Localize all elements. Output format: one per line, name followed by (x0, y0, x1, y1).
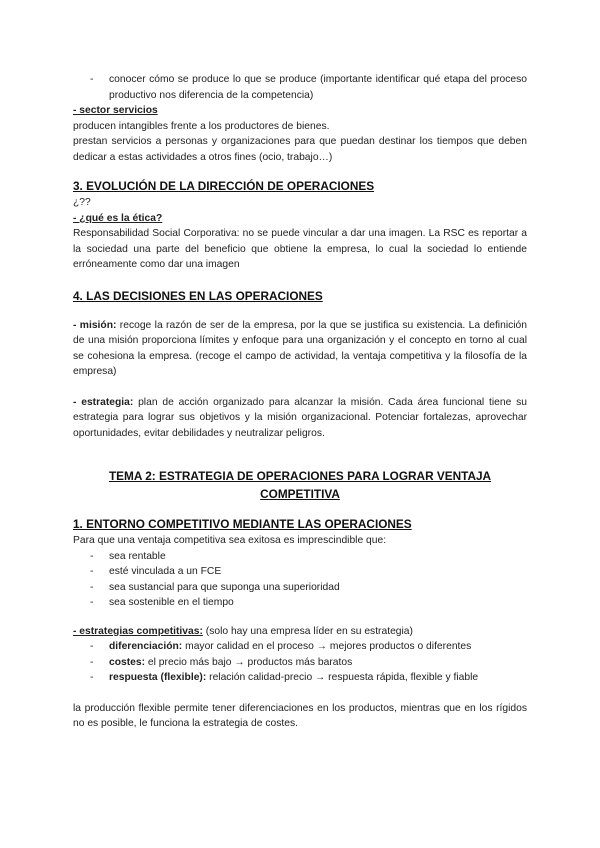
list-item (73, 580, 527, 596)
list-item-text: sea rentable (109, 550, 166, 562)
estrategia-label: - estrategia: (73, 396, 134, 408)
sector-servicios-line2: prestan servicios a personas y organizaciones para que puedan destinar los tiempos que deben dedicar a estas actividades a otros fines (ocio, trabajo…) (73, 136, 527, 163)
list-marker: - (90, 656, 94, 668)
estrategias-heading-line (73, 624, 527, 640)
tema2-title: TEMA 2: ESTRATEGIA DE OPERACIONES PARA LOGRAR VENTAJA COMPETITIVA (108, 469, 492, 501)
list-marker: - (90, 672, 94, 683)
list-item (73, 549, 527, 565)
sector-servicios-line1: producen intangibles frente a los productores de bienes. (73, 120, 330, 132)
costes-label: costes: (109, 656, 146, 668)
entorno-title: 1. ENTORNO COMPETITIVO MEDIANTE LAS OPERACIONES (73, 517, 412, 531)
estrategias-heading: - estrategias competitivas: (73, 625, 203, 637)
estrategias-note: (solo hay una empresa líder en su estrategia) (202, 625, 413, 637)
section3-title: 3. EVOLUCIÓN DE LA DIRECCIÓN DE OPERACIONES (73, 179, 375, 193)
document-content (73, 72, 527, 732)
list-marker: - (90, 641, 94, 652)
list-marker: - (90, 566, 94, 577)
mision-paragraph (73, 318, 527, 380)
list-item (73, 72, 527, 103)
list-item (73, 655, 527, 671)
list-marker: - (90, 581, 94, 593)
list-item (73, 670, 527, 686)
estrategia-text: plan de acción organizado para alcanzar la misión. Cada área funcional tiene su estrategia para lograr sus objetivos y la misión organizacional. Potenciar fortalezas, aprovechar oportunidades, evitar debilidades y neutralizar peligros. (73, 396, 527, 439)
list-item-text: esté vinculada a un FCE (109, 566, 222, 577)
mision-label: - misión: (73, 319, 117, 331)
diferenciacion-text: mayor calidad en el proceso → mejores productos o diferentes (182, 641, 472, 652)
diferenciacion-label: diferenciación: (109, 641, 183, 652)
etica-subheading: - ¿qué es la ética? (73, 212, 163, 224)
costes-text: el precio más bajo → productos más baratos (145, 656, 353, 668)
closing-paragraph: la producción flexible permite tener diferenciaciones en los productos, mientras que en los rígidos no es posible, le funciona la estrategia de costes. (73, 702, 527, 729)
respuesta-text: relación calidad-precio → respuesta rápida, flexible y fiable (206, 672, 479, 683)
rsc-paragraph: Responsabilidad Social Corporativa: no se puede vincular a dar una imagen. La RSC es reportar a la sociedad una parte del beneficio que obtiene la empresa, lo cual la sociedad lo entiende erróneamente como dar una imagen (73, 228, 527, 270)
entorno-intro: Para que una ventaja competitiva sea exitosa es imprescindible que: (73, 535, 387, 546)
list-item-text: sea sostenible en el tiempo (109, 597, 234, 608)
respuesta-label: respuesta (flexible): (109, 672, 207, 683)
list-marker: - (90, 597, 94, 608)
list-item-text: conocer cómo se produce lo que se produce (importante identificar qué etapa del proceso productivo nos diferencia de la competencia) (109, 74, 527, 101)
list-item (73, 639, 527, 655)
mision-text: recoge la razón de ser de la empresa, por la que se justifica su existencia. La definición de una misión proporciona límites y enfoque para una organización y el concepto en torno al cual se cohesiona la empresa. (recoge el campo de actividad, la ventaja competitiva y la filosofía de la empresa) (73, 319, 527, 377)
list-marker: - (90, 74, 94, 85)
section3-question: ¿?? (73, 197, 91, 208)
estrategia-paragraph (73, 395, 527, 442)
list-item (73, 564, 527, 580)
section4-title: 4. LAS DECISIONES EN LAS OPERACIONES (73, 288, 323, 303)
list-item (73, 595, 527, 611)
list-item-text: sea sustancial para que suponga una superioridad (109, 581, 340, 593)
list-marker: - (90, 550, 94, 562)
sector-servicios-heading: - sector servicios (73, 105, 158, 116)
